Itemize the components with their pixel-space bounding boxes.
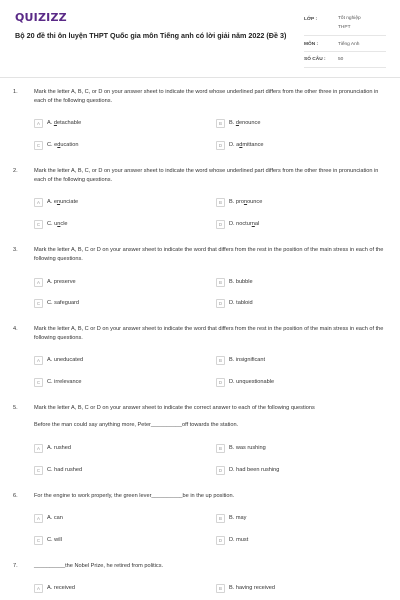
option-text: D. unquestionable — [229, 379, 275, 385]
question-number: 7. — [13, 563, 18, 569]
option-text: A. uneducated — [47, 357, 84, 363]
option-b[interactable] — [216, 513, 246, 523]
option-text: D. nocturnal — [229, 221, 260, 227]
option-text: B. may — [229, 515, 247, 521]
option-letter-c: C — [34, 378, 43, 387]
option-letter-a: A — [34, 119, 43, 128]
option-b[interactable] — [216, 443, 266, 453]
option-letter-d: D — [216, 466, 225, 475]
option-a[interactable] — [34, 197, 78, 207]
document-title: Bộ 20 đề thi ôn luyện THPT Quốc gia môn Tiếng anh có lời giải năm 2022 (Đề 3) — [15, 31, 287, 40]
option-a[interactable] — [34, 513, 63, 523]
meta-divider — [304, 35, 386, 36]
option-text: D. must — [229, 537, 249, 543]
question-count-label: SỐ CÂU : — [304, 57, 326, 62]
class-value-line1: Tốt nghiệp — [338, 16, 361, 21]
option-text: B. pronounce — [229, 199, 263, 205]
option-d[interactable] — [216, 298, 253, 308]
option-letter-a: A — [34, 584, 43, 593]
option-text: D. tabloid — [229, 300, 253, 306]
option-c[interactable] — [34, 298, 79, 308]
option-d[interactable] — [216, 535, 248, 545]
option-a[interactable] — [34, 583, 75, 593]
option-text: B. denounce — [229, 120, 261, 126]
option-letter-c: C — [34, 220, 43, 229]
option-b[interactable] — [216, 197, 262, 207]
option-letter-d: D — [216, 220, 225, 229]
meta-divider — [304, 51, 386, 52]
option-b[interactable] — [216, 355, 265, 365]
option-letter-a: A — [34, 514, 43, 523]
option-text: A. received — [47, 585, 75, 591]
option-letter-c: C — [34, 299, 43, 308]
option-text: B. insignificant — [229, 357, 266, 363]
option-d[interactable] — [216, 140, 264, 150]
option-text: B. was rushing — [229, 445, 266, 451]
option-letter-b: B — [216, 514, 225, 523]
option-text: C. irrelevance — [47, 379, 82, 385]
option-d[interactable] — [216, 465, 279, 475]
option-letter-a: A — [34, 198, 43, 207]
option-text: A. preserve — [47, 279, 76, 285]
option-letter-d: D — [216, 378, 225, 387]
subject-value: Tiếng Anh — [338, 42, 360, 47]
option-c[interactable] — [34, 465, 82, 475]
option-letter-c: C — [34, 536, 43, 545]
option-d[interactable] — [216, 377, 274, 387]
option-letter-d: D — [216, 536, 225, 545]
meta-divider — [304, 67, 386, 68]
question-number: 1. — [13, 89, 18, 95]
question-number: 3. — [13, 247, 18, 253]
option-letter-b: B — [216, 356, 225, 365]
question-text: Mark the letter A, B, C or D on your answer sheet to indicate the word that differs from the rest in the position of the main stress in each of the following questions. — [34, 326, 384, 341]
class-value-line2: THPT — [338, 25, 351, 30]
question-number: 5. — [13, 405, 18, 411]
option-text: A. rushed — [47, 445, 71, 451]
option-text: C. education — [47, 142, 79, 148]
question-text: __________the Nobel Prize, he retired from politics. — [34, 563, 164, 569]
option-c[interactable] — [34, 535, 62, 545]
option-c[interactable] — [34, 140, 78, 150]
option-letter-b: B — [216, 584, 225, 593]
option-letter-c: C — [34, 466, 43, 475]
question-number: 2. — [13, 168, 18, 174]
option-letter-b: B — [216, 444, 225, 453]
option-letter-c: C — [34, 141, 43, 150]
option-letter-d: D — [216, 141, 225, 150]
option-letter-a: A — [34, 278, 43, 287]
option-text: B. having received — [229, 585, 276, 591]
option-text: A. can — [47, 515, 63, 521]
question-prompt: Before the man could say anything more, Peter__________off towards the station. — [34, 422, 239, 428]
question-number: 4. — [13, 326, 18, 332]
option-d[interactable] — [216, 219, 259, 229]
question-number: 6. — [13, 493, 18, 499]
question-text: Mark the letter A, B, C or D on your answer sheet to indicate the correct answer to each of the following questions — [34, 405, 315, 411]
question-count-value: 50 — [338, 57, 344, 62]
option-a[interactable] — [34, 118, 81, 128]
document-header — [0, 0, 400, 78]
option-letter-d: D — [216, 299, 225, 308]
question-text: For the engine to work properly, the green lever__________be in the up position. — [34, 493, 235, 499]
subject-label: MÔN : — [304, 42, 319, 47]
option-a[interactable] — [34, 277, 76, 287]
option-letter-a: A — [34, 356, 43, 365]
option-a[interactable] — [34, 443, 71, 453]
option-b[interactable] — [216, 118, 260, 128]
class-label: LỚP : — [304, 17, 318, 22]
option-b[interactable] — [216, 277, 253, 287]
option-text: A. enunciate — [47, 199, 79, 205]
option-a[interactable] — [34, 355, 83, 365]
option-c[interactable] — [34, 219, 68, 229]
option-letter-b: B — [216, 278, 225, 287]
question-text: Mark the letter A, B, C, or D on your answer sheet to indicate the word whose underlined part differs from the other three in pronunciation in each of the following questions. — [34, 168, 379, 183]
option-letter-a: A — [34, 444, 43, 453]
option-letter-b: B — [216, 119, 225, 128]
option-text: B. bubble — [229, 279, 253, 285]
option-text: C. will — [47, 537, 62, 543]
option-text: C. had rushed — [47, 467, 83, 473]
option-letter-b: B — [216, 198, 225, 207]
option-text: A. detachable — [47, 120, 82, 126]
quizizz-logo: QUIZIZZ — [15, 11, 67, 24]
option-b[interactable] — [216, 583, 275, 593]
option-text: D. had been rushing — [229, 467, 280, 473]
option-text: C. safeguard — [47, 300, 80, 306]
option-c[interactable] — [34, 377, 82, 387]
question-text: Mark the letter A, B, C, or D on your answer sheet to indicate the word whose underlined part differs from the other three in pronunciation in each of the following questions. — [34, 89, 379, 104]
option-text: D. admittance — [229, 142, 264, 148]
option-text: C. uncle — [47, 221, 68, 227]
question-text: Mark the letter A, B, C or D on your answer sheet to indicate the word that differs from the rest in the position of the main stress in each of the following questions. — [34, 247, 384, 262]
